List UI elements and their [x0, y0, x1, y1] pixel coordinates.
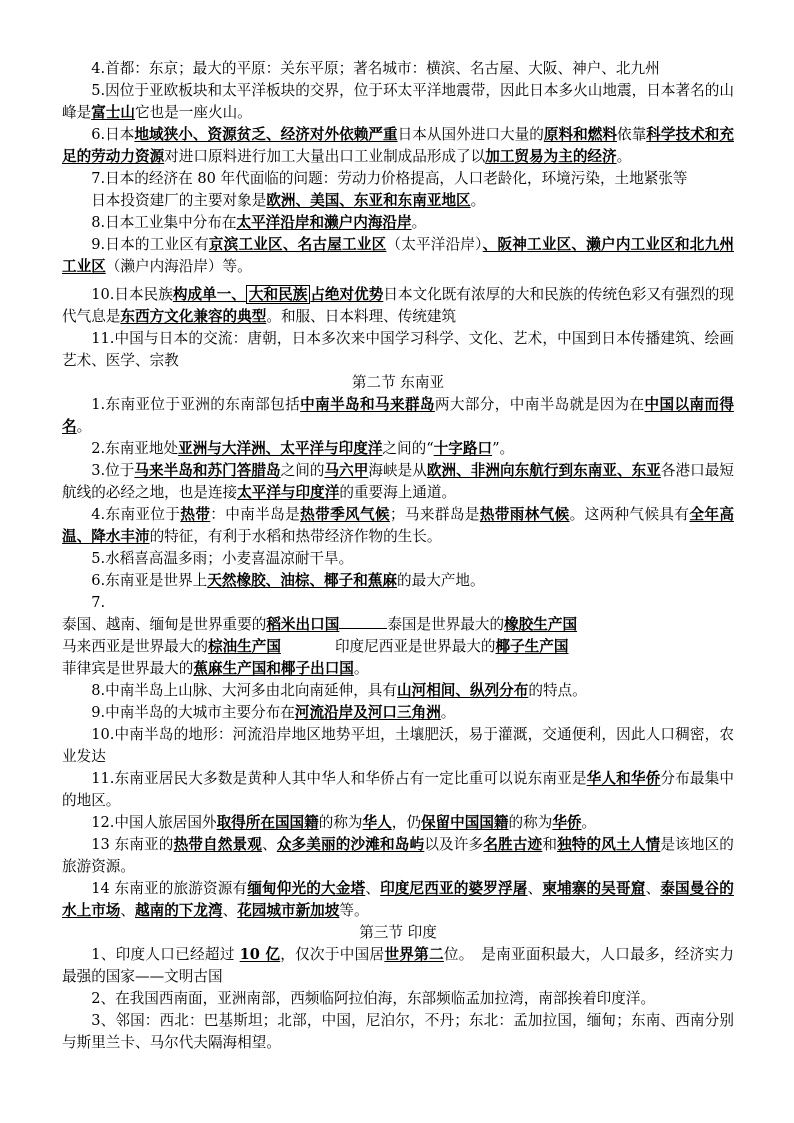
paragraph-6 — [62, 124, 734, 168]
paragraph-8 — [62, 212, 734, 234]
key-term: 山河相间、纵列分布 — [397, 682, 529, 699]
text: 4.东南亚位于 — [91, 506, 181, 523]
text: 11.东南亚居民大多数是黄种人其中华人和华侨占有一定比重可以说东南亚是 — [91, 770, 587, 787]
key-term: 、阪神工业区、濑户内工业区和北九州工业区 — [62, 236, 734, 275]
text: ：中南半岛是 — [210, 506, 301, 523]
text: 对进口原料进行加工大量出口工业制成品形成了以 — [164, 148, 486, 165]
key-term: 欧洲、非洲向东航行到东南亚、东亚 — [426, 462, 661, 479]
key-term: 名胜古迹 — [483, 836, 543, 853]
key-term: 富士山 — [91, 104, 135, 121]
paragraph-s2 — [62, 438, 734, 460]
text: 的重要海上通道。 — [339, 484, 457, 501]
paragraph-11 — [62, 328, 734, 372]
text: 海峡是从 — [368, 462, 427, 479]
key-term: 棕油生产国 — [207, 638, 281, 655]
text: 。 — [440, 704, 456, 721]
section-heading-india: 第三节 印度 — [359, 924, 437, 941]
key-term: 科学技术和充足的劳动力资源 — [62, 126, 734, 165]
key-term: 加工贸易为主的经济 — [485, 148, 617, 165]
key-term: 河流沿岸及河口三角洲 — [294, 704, 441, 721]
paragraph-s12 — [62, 812, 734, 834]
key-term: 保留中国国籍 — [420, 814, 509, 831]
text: 。这两种气候具有 — [569, 506, 690, 523]
key-term: 柬埔寨的吴哥窟 — [542, 880, 646, 897]
text: 之间的“ — [382, 440, 434, 457]
key-term: 亚洲与大洋洲、太平洋与印度洋 — [178, 440, 383, 457]
text: 和 — [542, 836, 558, 853]
text: （濑户内海沿岸）等。 — [105, 258, 252, 275]
text: 3.位于 — [91, 462, 135, 479]
text: 之间的 — [280, 462, 325, 479]
text: 1、印度人口已经超过 — [91, 946, 240, 963]
text: 的最大产地。 — [397, 572, 485, 589]
key-term: 世界第二 — [384, 946, 444, 963]
paragraph-s6 — [62, 570, 734, 592]
text: 、 — [222, 902, 238, 919]
paragraph-s7 — [62, 592, 734, 614]
key-term: 华人和华侨 — [586, 770, 661, 787]
text: 、 — [527, 880, 543, 897]
text: 它也是一座火山。 — [135, 104, 252, 121]
key-term: 橡胶生产国 — [504, 616, 578, 633]
text: 。 — [470, 192, 486, 209]
key-term: 马来半岛和苏门答腊岛 — [134, 462, 281, 479]
text: 的称为 — [508, 814, 553, 831]
text: 位。 是南亚面积最大，人口最多，经济实力最强的国家——文明古国 — [62, 946, 734, 985]
paragraph-i2 — [62, 988, 734, 1010]
paragraph-10 — [62, 284, 734, 328]
text: 7. — [91, 594, 106, 611]
text: ；马来群岛是 — [389, 506, 480, 523]
key-term: 京滨工业区、名古屋工业区 — [208, 236, 387, 253]
text: 马来西亚是世界最大的 — [62, 638, 208, 655]
key-term: 10 亿 — [239, 946, 281, 963]
paragraph-7 — [62, 168, 734, 190]
key-term: 原料和燃料 — [543, 126, 617, 143]
text: 6.东南亚是世界上 — [91, 572, 208, 589]
text: 13 东南亚的 — [91, 836, 174, 853]
text: ”。 — [492, 440, 515, 457]
text: 14 东南亚的旅游资源有 — [91, 880, 248, 897]
paragraph-s11 — [62, 768, 734, 812]
text: 、 — [120, 902, 135, 919]
section-heading-southeast-asia: 第二节 东南亚 — [351, 374, 445, 391]
text: 是该地区的旅游资源。 — [62, 836, 734, 875]
boxed-term: 大和民族 — [246, 285, 310, 304]
text: 3、邻国：西北：巴基斯坦；北部，中国，尼泊尔，不丹；东北：孟加拉国，缅甸；东南、西南分别与斯里兰卡、马尔代夫隔海相望。 — [62, 1012, 734, 1051]
blank-line — [339, 614, 387, 629]
key-term: 椰子生产国 — [495, 638, 569, 655]
text: 11.中国与日本的交流：唐朝，日本多次来中国学习科学、文化、艺术，中国到日本传播建筑、绘画艺术、医学、宗教 — [62, 330, 734, 369]
paragraph-s3 — [62, 460, 734, 504]
text: 10.日本民族 — [91, 286, 173, 303]
text: ，仍 — [391, 814, 421, 831]
key-term: 华侨 — [552, 814, 582, 831]
text: 两大部分，中南半岛就是因为在 — [434, 396, 645, 413]
key-term: 构成单一、 — [172, 286, 246, 303]
text: 以及许多 — [424, 836, 484, 853]
paragraph-9 — [62, 234, 734, 278]
text: 5.因位于亚欧板块和太平洋板块的交界，位于环太平洋地震带，因此日本多火山地震，日本著名的山峰是 — [62, 82, 734, 121]
text: 日本文化既有浓厚的大和民族的传统色彩又有强烈的现代气息是 — [62, 286, 734, 325]
text: 。 — [353, 660, 369, 677]
text: 4.首都：东京；最大的平原：关东平原；著名城市：横滨、名古屋、大阪、神户、北九州 — [91, 60, 660, 77]
paragraph-5 — [62, 80, 734, 124]
text: 的称为 — [318, 814, 363, 831]
paragraph-i3 — [62, 1010, 734, 1054]
paragraph-s4 — [62, 504, 734, 548]
text: 等。 — [339, 902, 369, 919]
text: 。和服、日本料理、传统建筑 — [266, 308, 457, 325]
text: 依靠 — [616, 126, 647, 143]
text: （太平洋沿岸） — [386, 236, 483, 253]
text: 的特征，有利于水稻和热带经济作物的生长。 — [149, 528, 442, 545]
text: 。 — [411, 214, 427, 231]
document-page — [62, 58, 734, 1054]
text: 、 — [645, 880, 661, 897]
paragraph-i1 — [62, 944, 734, 988]
key-term: 越南的下龙湾 — [135, 902, 223, 919]
key-term: 华人 — [362, 814, 392, 831]
key-term: 中国以南而得名 — [62, 396, 734, 435]
paragraph-s10 — [62, 724, 734, 768]
text: 9.中南半岛的大城市主要分布在 — [91, 704, 295, 721]
key-term: 天然橡胶、油棕、椰子和蕉麻 — [207, 572, 398, 589]
paragraph-s9 — [62, 702, 734, 724]
key-term: 蕉麻生产国和椰子出口国 — [193, 660, 354, 677]
key-term: 全年高温、降水丰沛 — [62, 506, 734, 545]
paragraph-7b — [62, 190, 734, 212]
paragraph-s7b — [62, 636, 734, 658]
text: 8.中南半岛上山脉、大河多由北向南延伸，具有 — [91, 682, 397, 699]
text: 10.中南半岛的地形：河流沿岸地区地势平坦，土壤肥沃，易于灌溉，交通便利，因此人口稠密，农业发达 — [62, 726, 734, 765]
paragraph-s8 — [62, 680, 734, 702]
text: 的特点。 — [528, 682, 587, 699]
text: 日本从国外进口大量的 — [397, 126, 544, 143]
key-term: 欧洲、美国、东亚和东南亚地区 — [266, 192, 471, 209]
key-term: 热带自然景观 — [173, 836, 263, 853]
text: ，仅次于中国居 — [280, 946, 385, 963]
text: 8.日本工业集中分布在 — [91, 214, 237, 231]
paragraph-s14 — [62, 878, 734, 922]
paragraph-s7a — [62, 614, 734, 636]
key-term: 缅甸仰光的大金塔 — [247, 880, 366, 897]
text: 、 — [262, 836, 277, 853]
key-term: 马六甲 — [324, 462, 369, 479]
text: 5.水稻喜高温多雨；小麦喜温凉耐干旱。 — [91, 550, 354, 567]
key-term: 泰国曼谷的水上市场 — [62, 880, 734, 919]
text: 。 — [616, 148, 632, 165]
key-term: 占绝对优势 — [310, 286, 384, 303]
key-term: 热带雨林气候 — [479, 506, 570, 523]
text: 印度尼西亚是世界最大的 — [334, 638, 496, 655]
paragraph-s13 — [62, 834, 734, 878]
paragraph-s7c — [62, 658, 734, 680]
text: 。 — [76, 418, 92, 435]
text: 泰国是世界最大的 — [387, 616, 505, 633]
key-term: 热带 — [180, 506, 211, 523]
key-term: 独特的风土人情 — [557, 836, 661, 853]
key-term: 热带季风气候 — [300, 506, 390, 523]
key-term: 众多美丽的沙滩和岛屿 — [276, 836, 425, 853]
paragraph-4 — [62, 58, 734, 80]
text: 菲律宾是世界最大的 — [62, 660, 194, 677]
key-term: 太平洋沿岸和濑户内海沿岸 — [236, 214, 412, 231]
text: 。 — [581, 814, 597, 831]
key-term: 十字路口 — [433, 440, 493, 457]
text: 1.东南亚位于亚洲的东南部包括 — [91, 396, 301, 413]
text: 2.东南亚地处 — [91, 440, 179, 457]
text: 、 — [365, 880, 381, 897]
paragraph-s1 — [62, 394, 734, 438]
key-term: 印度尼西亚的婆罗浮屠 — [380, 880, 528, 897]
key-term: 稻米出口国 — [266, 616, 340, 633]
text: 12.中国人旅居国外 — [91, 814, 217, 831]
text: 9.日本的工业区有 — [91, 236, 209, 253]
key-term: 花园城市新加坡 — [237, 902, 340, 919]
key-term: 地域狭小、资源贫乏、经济对外依赖严重 — [134, 126, 398, 143]
text: 6.日本 — [91, 126, 135, 143]
paragraph-s5 — [62, 548, 734, 570]
key-term: 取得所在国国籍 — [216, 814, 319, 831]
text: 7.日本的经济在 80 年代面临的问题：劳动力价格提高，人口老龄化，环境污染，土地紧张等 — [91, 170, 688, 187]
key-term: 东西方文化兼容的典型 — [120, 308, 267, 325]
text: 2、在我国西南面，亚洲南部，西频临阿拉伯海，东部频临孟加拉湾，南部挨着印度洋。 — [91, 990, 656, 1007]
text: 各港口最短航线的必经之地，也是连接 — [62, 462, 734, 501]
text: 分布最集中的地区。 — [62, 770, 734, 809]
key-term: 中南半岛和马来群岛 — [300, 396, 435, 413]
key-term: 太平洋与印度洋 — [237, 484, 340, 501]
text: 日本投资建厂的主要对象是 — [91, 192, 267, 209]
text: 泰国、越南、缅甸是世界重要的 — [62, 616, 267, 633]
